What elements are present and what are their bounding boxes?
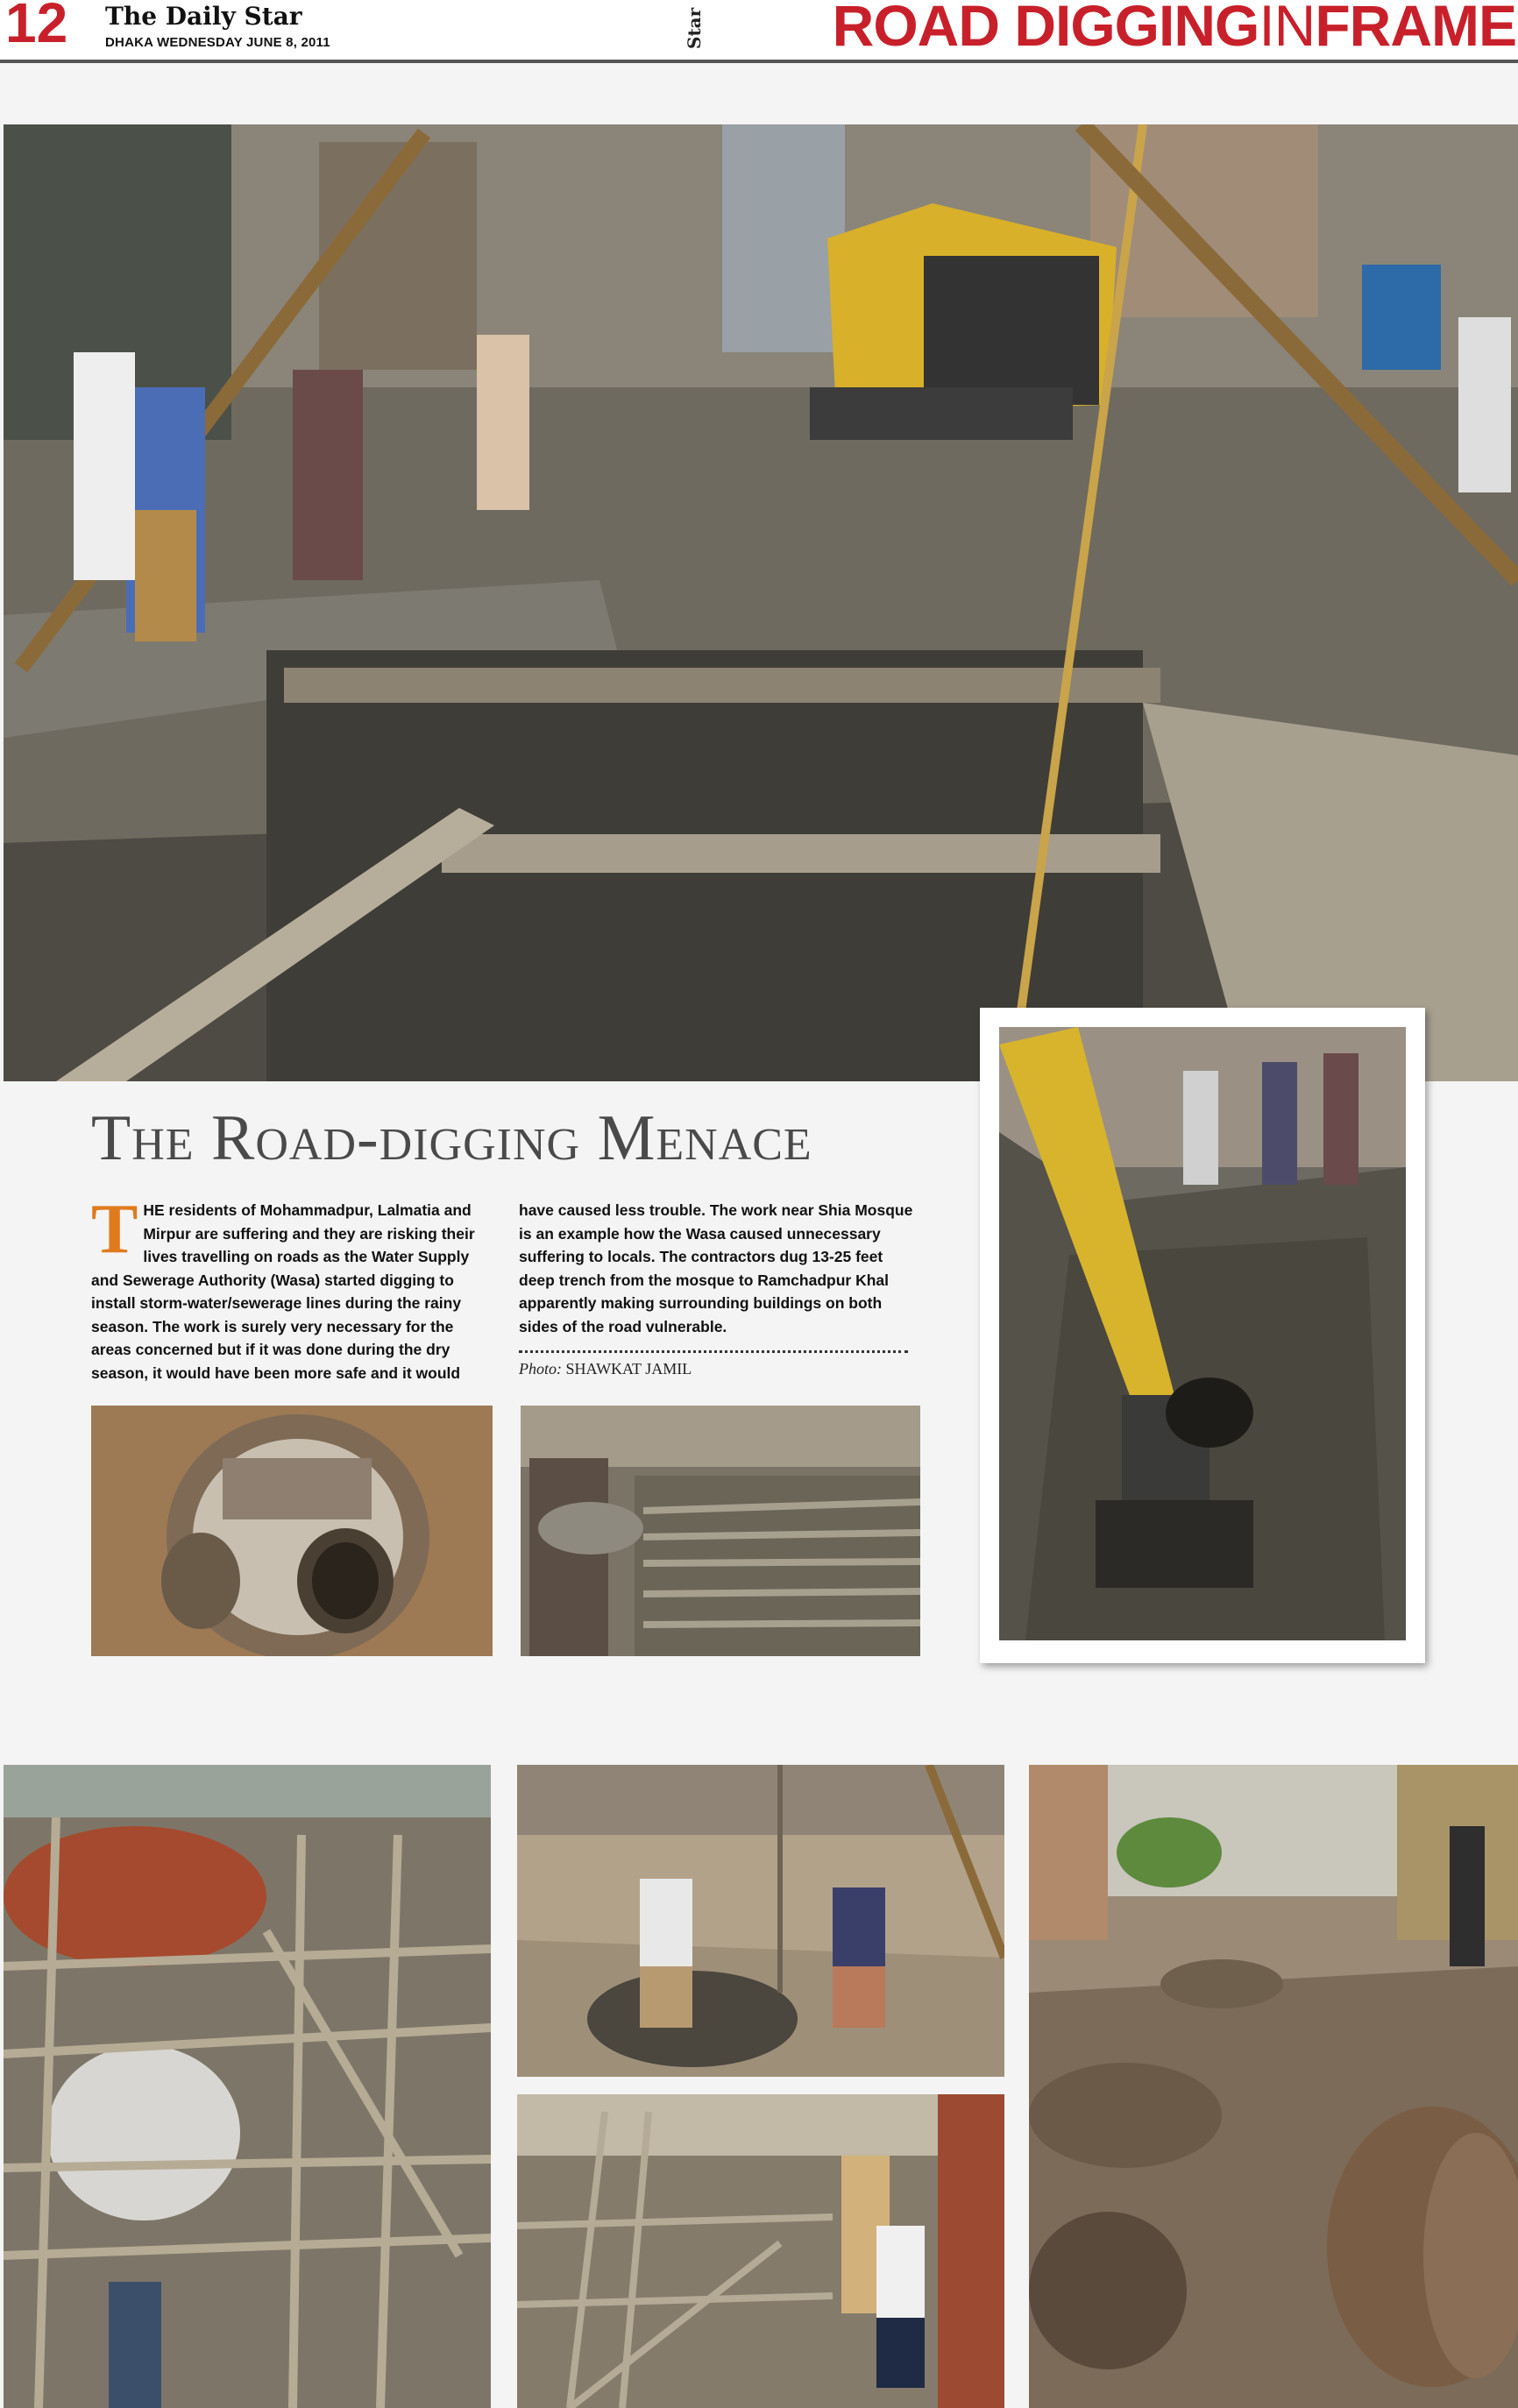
photo-excavator-trench — [999, 1027, 1406, 1640]
article-headline: The Road-digging Menace — [91, 1102, 812, 1174]
photo-workers-pipe — [517, 1765, 1004, 2077]
photo-pipe-view — [91, 1406, 493, 1656]
masthead — [0, 0, 1518, 63]
page-number: 12 — [5, 0, 68, 54]
section-title-part2: IN — [1259, 0, 1316, 58]
section-title-part3: FRAME — [1315, 0, 1516, 58]
photo-schoolboy-street — [517, 2094, 1004, 2408]
article-column-2 — [519, 1199, 919, 1338]
column-1-text: HE residents of Mohammadpur, Lalmatia and Mirpur are suffering and they are risking their lives travelling on roads as the Water Supply and Sewerage Authority (Wasa) started digging to install storm-water/sewerage lines during the rainy season. The work is surely very necessary for the areas concerned but if it was done during the dry season, it would have been more safe and it would — [91, 1201, 475, 1382]
column-2-text: have caused less trouble. The work near Shia Mosque is an example how the Wasa caused unnecessary suffering to locals. The contractors dug 13-25 feet deep trench from the mosque to Ramchadpur Khal apparently making surrounding buildings on both sides of the road vulnerable. — [519, 1201, 913, 1335]
article-column-1 — [91, 1191, 493, 1385]
photo-bricks-scaffold — [4, 1765, 491, 2408]
credit-divider — [519, 1350, 908, 1353]
photo-bamboo-trench — [521, 1406, 920, 1656]
section-title — [832, 0, 1516, 58]
framed-photo-card — [980, 1008, 1425, 1663]
section-title-part1: ROAD DIGGING — [832, 0, 1259, 58]
photo-credit-name: SHAWKAT JAMIL — [565, 1360, 692, 1378]
drop-cap: T — [91, 1191, 138, 1268]
main-photo-trench — [4, 124, 1518, 1081]
photo-concrete-pipes — [1029, 1765, 1518, 2408]
dateline: DHAKA WEDNESDAY JUNE 8, 2011 — [105, 35, 330, 50]
paper-name: The Daily Star — [105, 2, 302, 31]
photo-credit-label: Photo: — [519, 1360, 562, 1378]
photo-credit — [519, 1360, 692, 1378]
section-logo: Star — [684, 7, 705, 49]
masthead-rule — [0, 60, 1518, 63]
